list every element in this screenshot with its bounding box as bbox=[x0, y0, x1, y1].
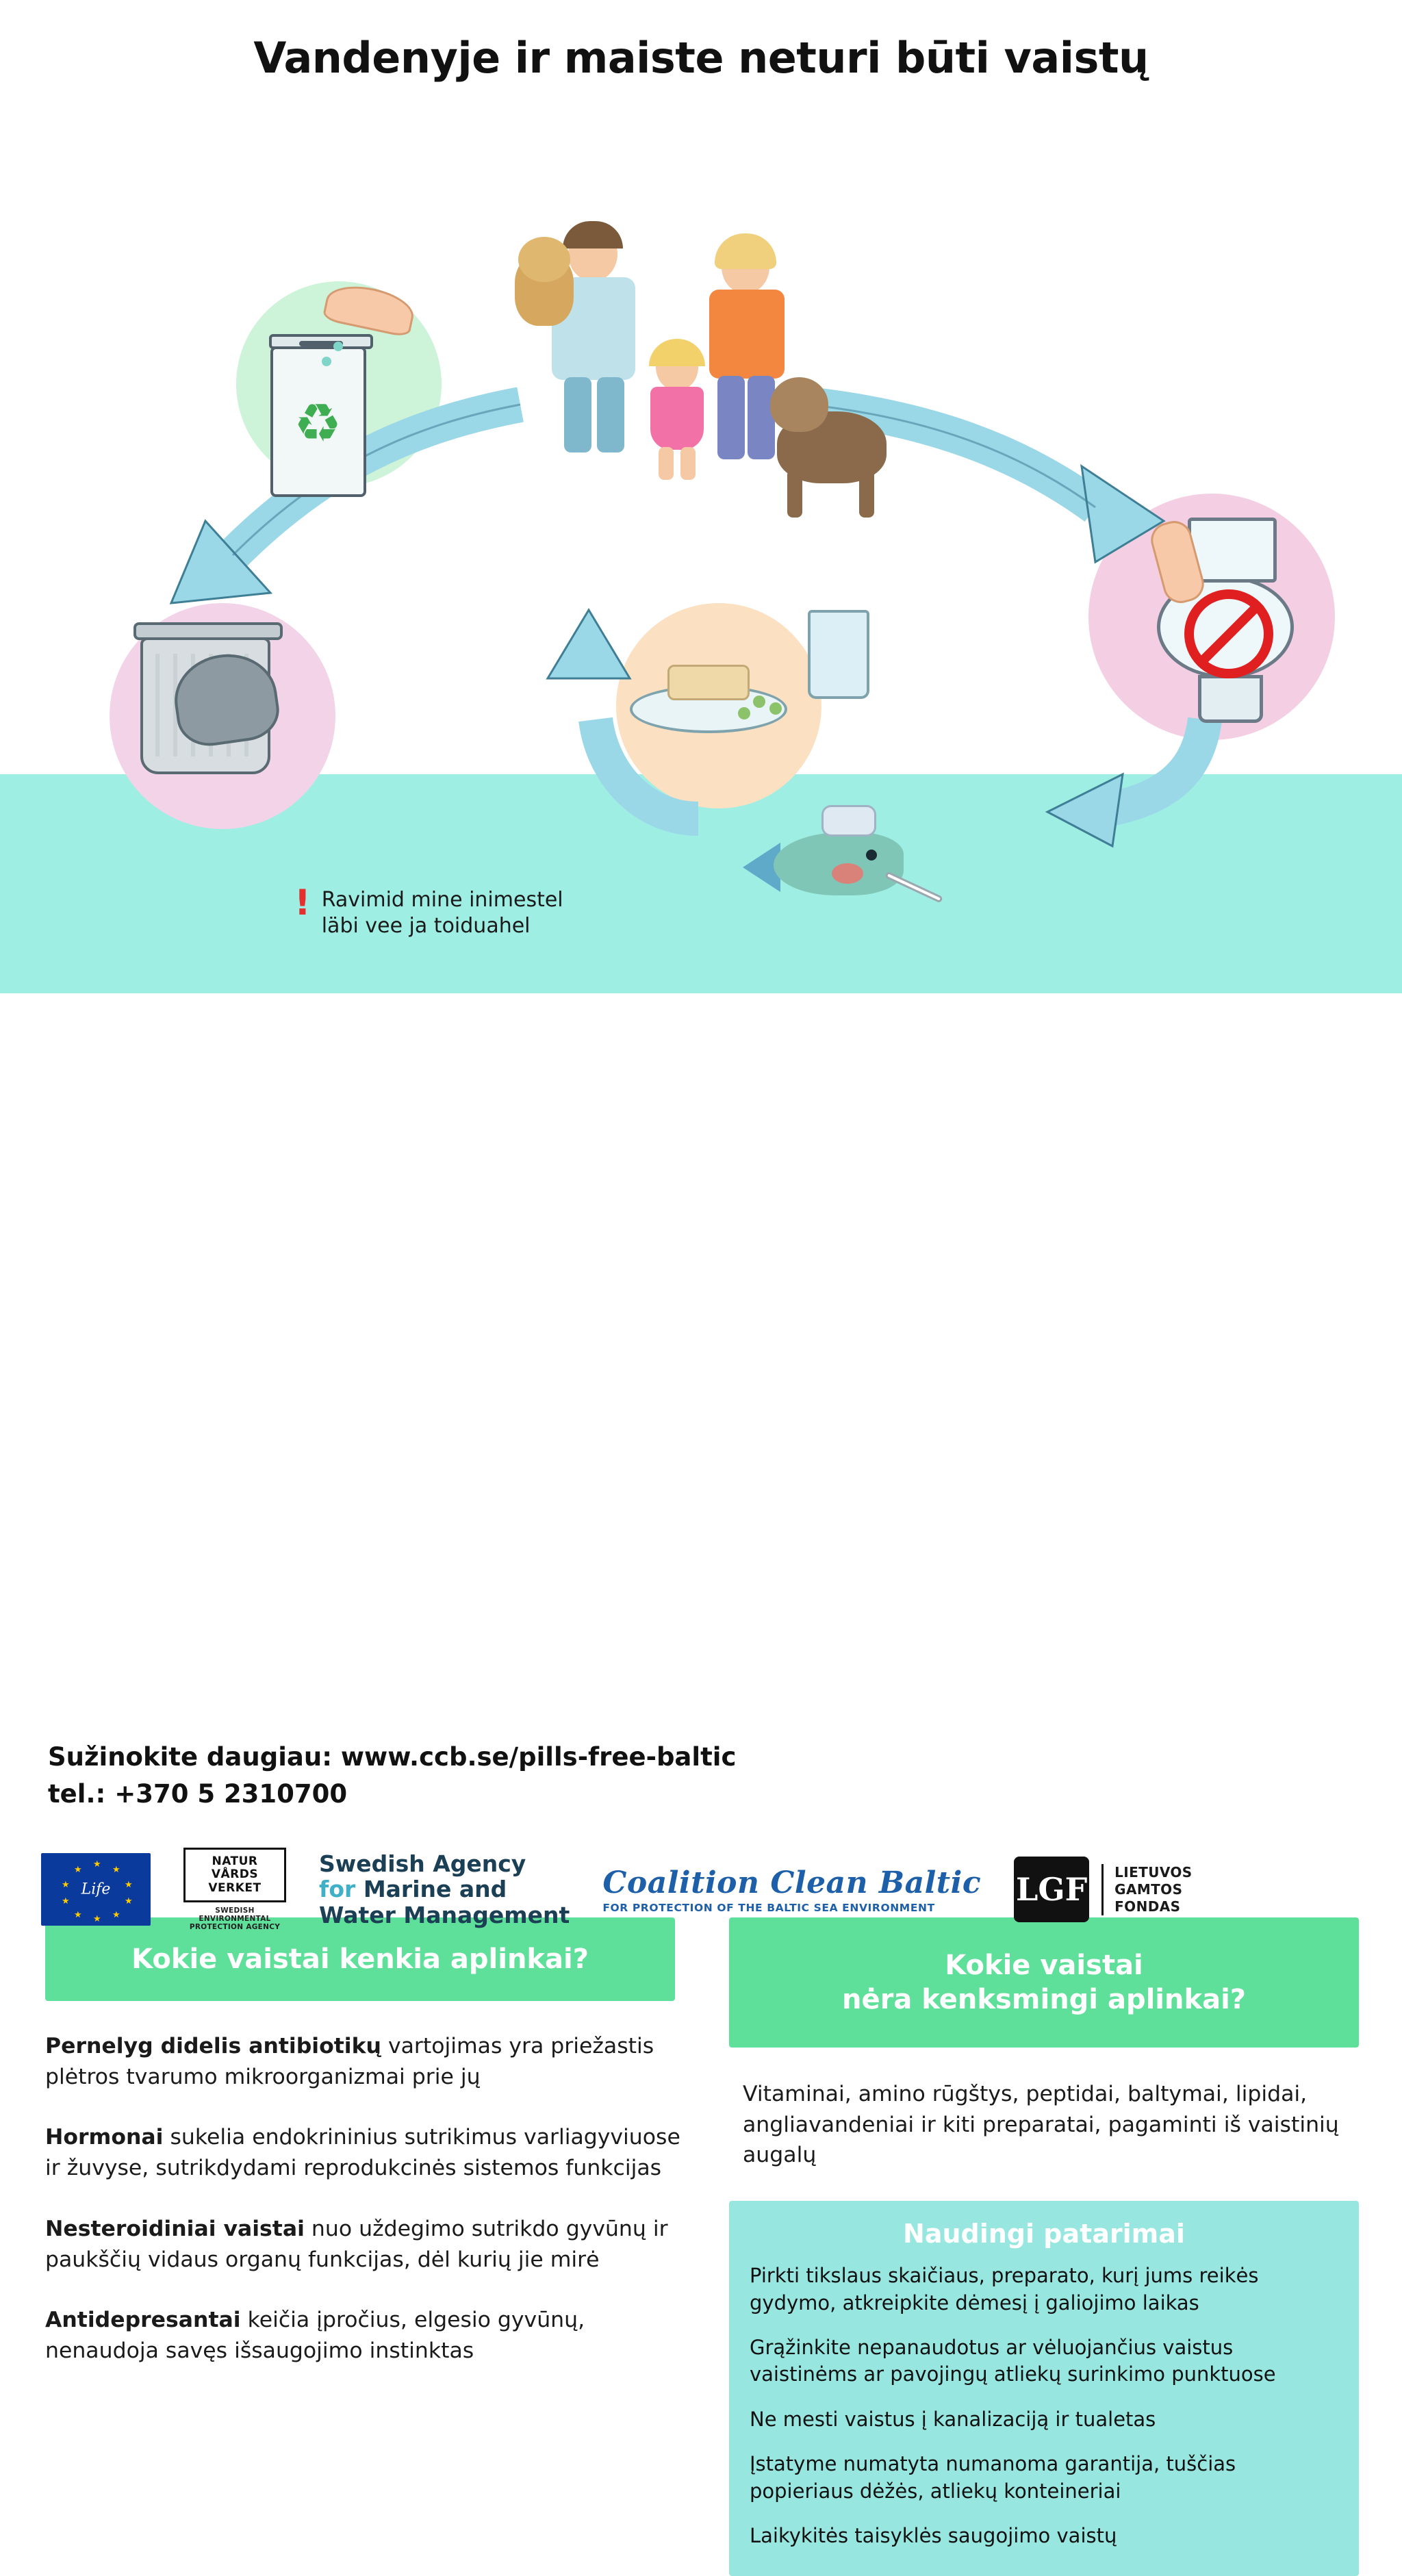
warning-line-1: Ravimid mine inimestel bbox=[321, 888, 563, 912]
ccb-logo bbox=[602, 1865, 981, 1914]
harmful-item bbox=[45, 2122, 682, 2183]
illustration-area bbox=[0, 83, 1402, 939]
harmful-item bbox=[45, 2031, 682, 2092]
ice-pack-icon bbox=[821, 805, 876, 837]
dog-leg bbox=[859, 470, 874, 518]
harmful-item-text: vartojimas yra priežastis plėtros tvarumo mikroorganizmai prie jų bbox=[45, 2034, 654, 2089]
harmful-item-text: keičia įpročius, elgesio gyvūnų, nenaudoja savęs išsaugojimo instinktas bbox=[45, 2308, 585, 2364]
left-column bbox=[45, 1917, 682, 2367]
harmful-item-title: Antidepresantai bbox=[45, 2308, 241, 2333]
phone-line: tel.: +370 5 2310700 bbox=[48, 1778, 348, 1809]
harmful-item bbox=[45, 2305, 682, 2366]
harmful-item-title: Hormonai bbox=[45, 2125, 164, 2150]
trash-lid bbox=[133, 622, 283, 640]
left-banner: Kokie vaistai kenkia aplinkai? bbox=[45, 1917, 675, 2001]
naturvards-line-3: VERKET bbox=[208, 1880, 262, 1895]
ccb-name: Coalition Clean Baltic bbox=[602, 1865, 982, 1900]
mother-figure bbox=[705, 240, 787, 459]
more-info-line[interactable]: Sužinokite daugiau: www.ccb.se/pills-free-baltic bbox=[48, 1742, 737, 1772]
toilet-base bbox=[1198, 675, 1263, 723]
footer-contact bbox=[48, 1739, 736, 1812]
tip-item: Grąžinkite nepanaudotus ar vėluojančius vaistus vaistinėms ar pavojingų atliekų surinkimo punktuose bbox=[750, 2336, 1276, 2386]
tip-item: Pirkti tikslaus skaičiaus, preparato, kurį jums reikės gydymo, atkreipkite dėmesį į galiojimo laikas bbox=[750, 2264, 1259, 2314]
pill-icon bbox=[333, 342, 343, 351]
lgf-logo bbox=[1014, 1857, 1192, 1922]
food-icon bbox=[667, 665, 750, 700]
recycle-icon: ♻ bbox=[294, 393, 342, 455]
exclamation-icon: ! bbox=[294, 882, 311, 923]
page-title: Vandenyje ir maiste neturi būti vaistų bbox=[253, 33, 1149, 83]
dog-head bbox=[770, 377, 828, 432]
tips-title: Naudingi patarimai bbox=[903, 2219, 1185, 2249]
lgf-line-2: GAMTOS bbox=[1114, 1880, 1183, 1898]
lgf-line-3: FONDAS bbox=[1114, 1898, 1181, 1915]
tips-box bbox=[729, 2201, 1359, 2576]
naturvards-caption: SWEDISH ENVIRONMENTAL PROTECTION AGENCY bbox=[189, 1907, 281, 1932]
naturvardsverket-logo bbox=[183, 1848, 286, 1932]
lgf-line-1: LIETUVOS bbox=[1114, 1863, 1193, 1880]
harmful-item-title: Nesteroidiniai vaistai bbox=[45, 2216, 305, 2241]
harmful-item-text: nuo uždegimo sutrikdo gyvūnų ir paukščių vidaus organų funkcijas, dėl kurių jie mirė bbox=[45, 2216, 668, 2272]
harmful-item-title: Pernelyg didelis antibiotikų bbox=[45, 2034, 381, 2058]
naturvards-line-2: VÅRDS bbox=[211, 1867, 259, 1882]
tip-item: Laikykitės taisyklės saugojimo vaistų bbox=[750, 2524, 1117, 2548]
cat-head bbox=[518, 237, 570, 282]
eu-life-logo bbox=[41, 1853, 151, 1926]
warning-note bbox=[294, 882, 563, 940]
safe-medicines-text: Vitaminai, amino rūgštys, peptidai, baltymai, lipidai, angliavandeniai ir kiti preparatai, pagaminti iš vaistinių augalų bbox=[743, 2082, 1339, 2168]
naturvards-line-1: NATUR bbox=[212, 1854, 258, 1868]
dog-leg bbox=[787, 470, 802, 518]
pill-icon bbox=[322, 357, 331, 366]
ccb-subtitle: FOR PROTECTION OF THE BALTIC SEA ENVIRONMENT bbox=[602, 1901, 935, 1914]
pea-icon bbox=[738, 707, 750, 719]
girl-figure bbox=[643, 343, 712, 480]
swedish-line-4: Water Management bbox=[319, 1901, 570, 1928]
tip-item: Ne mesti vaistus į kanalizaciją ir tualetas bbox=[750, 2407, 1156, 2431]
right-banner-line-1: Kokie vaistai bbox=[945, 1950, 1143, 1981]
lgf-mark: LGF bbox=[1014, 1857, 1089, 1922]
logo-strip bbox=[41, 1841, 1362, 1937]
sick-fish-icon bbox=[774, 832, 904, 895]
pea-icon bbox=[769, 702, 782, 715]
harmful-item-text: sukelia endokrininius sutrikimus varliagyviuose ir žuvyse, sutrikdydami reprodukcinės sistemos funkcijas bbox=[45, 2125, 680, 2181]
swedish-line-1: Swedish Agency bbox=[319, 1850, 526, 1877]
tip-item: Įstatyme numatyta numanoma garantija, tuščias popieriaus dėžės, atliekų konteineriai bbox=[750, 2452, 1236, 2503]
swedish-line-3: Marine and bbox=[363, 1876, 507, 1903]
warning-line-2: läbi vee ja toiduahel bbox=[321, 914, 531, 939]
water-glass-icon bbox=[808, 610, 869, 699]
fish-cheek bbox=[832, 863, 863, 884]
swedish-line-2: for bbox=[319, 1876, 356, 1903]
swedish-agency-logo bbox=[319, 1851, 570, 1928]
life-wordmark: Life bbox=[81, 1880, 111, 1898]
harmful-item bbox=[45, 2214, 682, 2275]
pea-icon bbox=[753, 696, 765, 708]
eu-stars: ★ ★ ★ ★ ★ ★ ★ ★ ★ ★ bbox=[62, 1859, 133, 1924]
right-column bbox=[729, 1917, 1359, 2576]
fish-eye bbox=[866, 850, 877, 860]
prohibited-icon bbox=[1184, 589, 1273, 678]
pharmacy-collection-bin bbox=[270, 346, 366, 497]
right-banner-line-2: nėra kenksmingi aplinkai? bbox=[842, 1984, 1246, 2015]
